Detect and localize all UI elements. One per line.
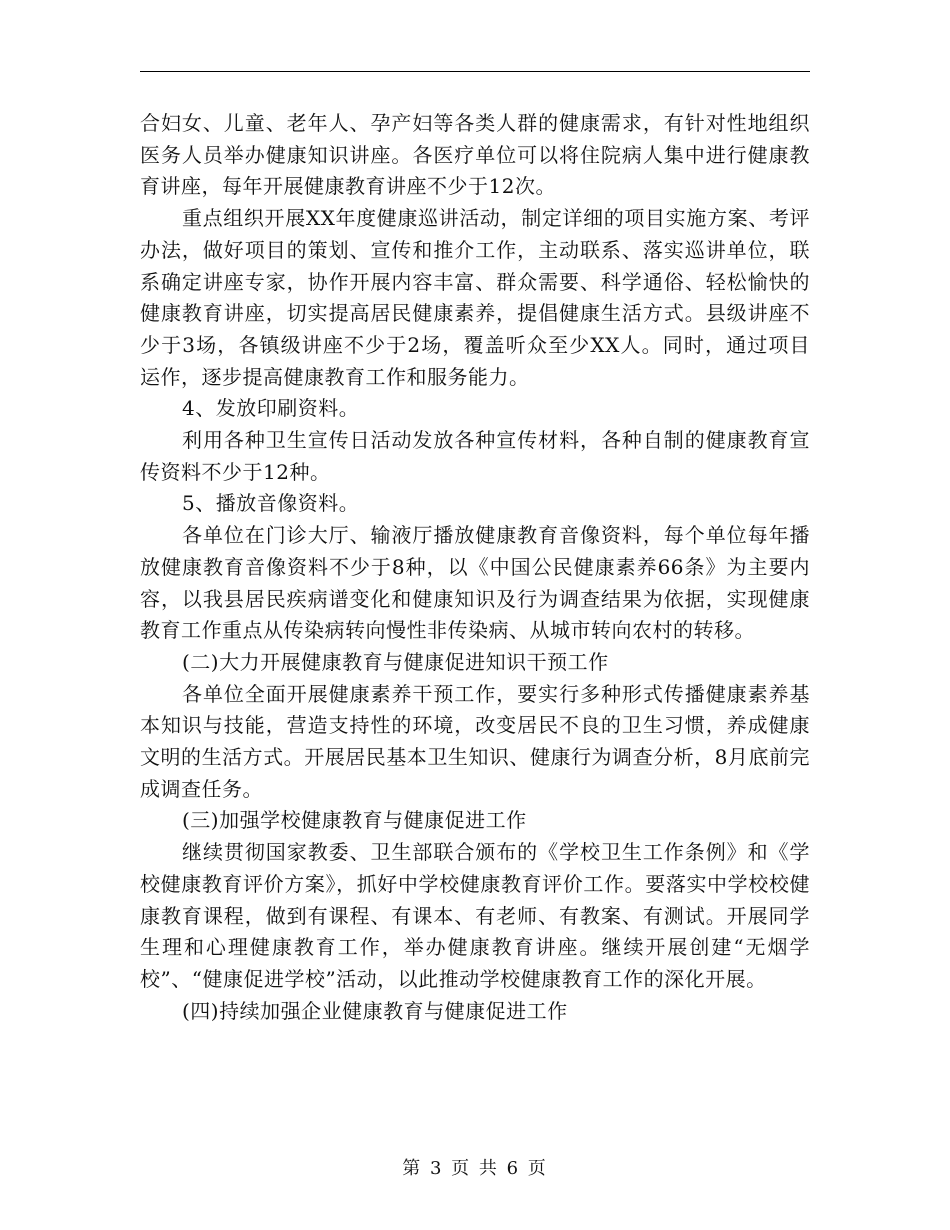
item-heading-print-materials: 4、发放印刷资料。 xyxy=(182,396,360,421)
item-heading-audio-video: 5、播放音像资料。 xyxy=(182,491,360,516)
paragraph-health-lecture-tour: 重点组织开展XX年度健康巡讲活动，制定详细的项目实施方案、考评办法，做好项目的策划、宣传和推介工作，主动联系、落实巡讲单位，联系确定讲座专家，协作开展内容丰富、群众需要、科学通俗、轻松愉快的健康教育讲座，切实提高居民健康素养，提倡健康生活方式。县级讲座不少于3场，各镇级讲座不少于2场，覆盖听众至少XX人。同时，通过项目运作，逐步提高健康教育工作和服务能力。 xyxy=(140,206,810,389)
page-number: 第 3 页 共 6 页 xyxy=(402,1158,548,1179)
section-heading-3: (三)加强学校健康教育与健康促进工作 xyxy=(182,808,527,833)
paragraph-literacy-intervention: 各单位全面开展健康素养干预工作，要实行多种形式传播健康素养基本知识与技能，营造支持性的环境，改变居民不良的卫生习惯，养成健康文明的生活方式。开展居民基本卫生知识、健康行为调查分析，8月底前完成调查任务。 xyxy=(140,681,810,801)
paragraph-school-health: 继续贯彻国家教委、卫生部联合颁布的《学校卫生工作条例》和《学校健康教育评价方案》，抓好中学校健康教育评价工作。要落实中学校校健康教育课程，做到有课程、有课本、有老师、有教案、有测试。开展同学生理和心理健康教育工作，举办健康教育讲座。继续开展创建“无烟学校”、“健康促进学校”活动，以此推动学校健康教育工作的深化开展。 xyxy=(140,840,810,991)
document-body xyxy=(140,108,810,1027)
section-heading-4: (四)持续加强企业健康教育与健康促进工作 xyxy=(182,998,568,1023)
paragraph-continuation: 合妇女、儿童、老年人、孕产妇等各类人群的健康需求，有针对性地组织医务人员举办健康知识讲座。各医疗单位可以将住院病人集中进行健康教育讲座，每年开展健康教育讲座不少于12次。 xyxy=(140,111,810,199)
header-rule xyxy=(140,71,810,72)
paragraph-audio-video: 各单位在门诊大厅、输液厅播放健康教育音像资料，每个单位每年播放健康教育音像资料不少于8种，以《中国公民健康素养66条》为主要内容，以我县居民疾病谱变化和健康知识及行为调查结果为依据，实现健康教育工作重点从传染病转向慢性非传染病、从城市转向农村的转移。 xyxy=(140,523,810,643)
paragraph-print-materials: 利用各种卫生宣传日活动发放各种宣传材料，各种自制的健康教育宣传资料不少于12种。 xyxy=(140,428,810,484)
section-heading-2: (二)大力开展健康教育与健康促进知识干预工作 xyxy=(182,649,609,674)
